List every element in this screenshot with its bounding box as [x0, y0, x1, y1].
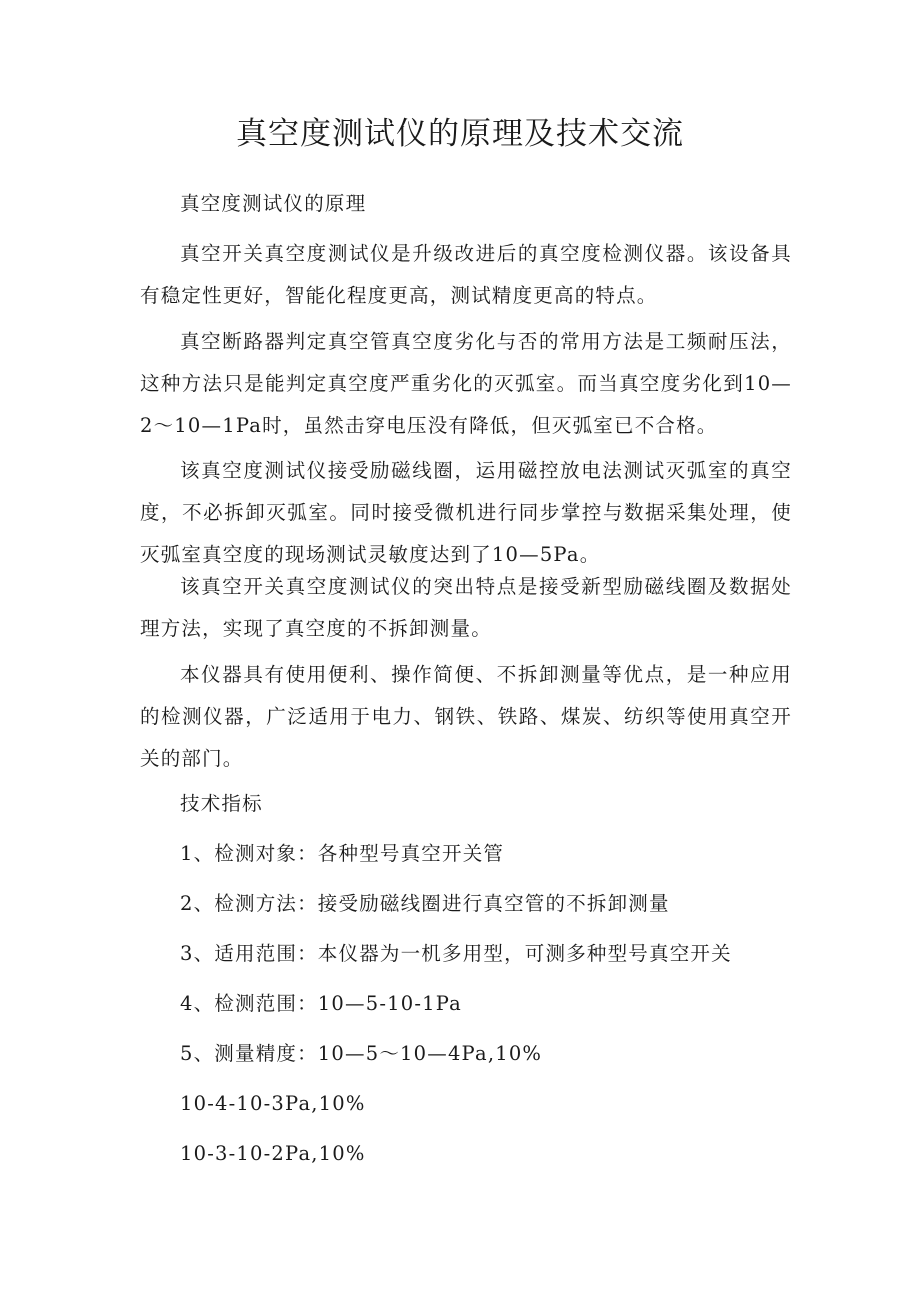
spec-item: 3、适用范围：本仪器为一机多用型，可测多种型号真空开关 — [180, 942, 732, 965]
spec-item: 2、检测方法：接受励磁线圈进行真空管的不拆卸测量 — [180, 892, 670, 915]
spec-item: 5、测量精度：10—5～10—4Pa,10% — [180, 1042, 543, 1065]
paragraph-intro: 真空开关真空度测试仪是升级改进后的真空度检测仪器。该设备具有稳定性更好，智能化程度更高，测试精度更高的特点。 — [140, 242, 792, 307]
spec-item: 10-3-10-2Pa,10% — [180, 1142, 366, 1165]
paragraph-advantages: 本仪器具有使用便利、操作简便、不拆卸测量等优点，是一种应用的检测仪器，广泛适用于电力、钢铁、铁路、煤炭、纺织等使用真空开关的部门。 — [140, 663, 792, 770]
section-heading-specs: 技术指标 — [180, 792, 263, 815]
paragraph-features: 该真空开关真空度测试仪的突出特点是接受新型励磁线圈及数据处理方法，实现了真空度的不拆卸测量。 — [140, 575, 792, 640]
spec-item: 10-4-10-3Pa,10% — [180, 1092, 366, 1115]
section-heading-principle: 真空度测试仪的原理 — [180, 192, 367, 215]
document-title: 真空度测试仪的原理及技术交流 — [236, 116, 684, 152]
spec-item: 1、检测对象：各种型号真空开关管 — [180, 842, 505, 865]
paragraph-magnetron-method: 该真空度测试仪接受励磁线圈，运用磁控放电法测试灭弧室的真空度，不必拆卸灭弧室。同时接受微机进行同步掌控与数据采集处理，使灭弧室真空度的现场测试灵敏度达到了10—5Pa。 — [140, 459, 792, 566]
spec-item: 4、检测范围：10—5-10-1Pa — [180, 992, 462, 1015]
paragraph-breaker-method: 真空断路器判定真空管真空度劣化与否的常用方法是工频耐压法，这种方法只是能判定真空度严重劣化的灭弧室。而当真空度劣化到10—2～10—1Pa时，虽然击穿电压没有降低，但灭弧室已不合格。 — [140, 330, 792, 437]
